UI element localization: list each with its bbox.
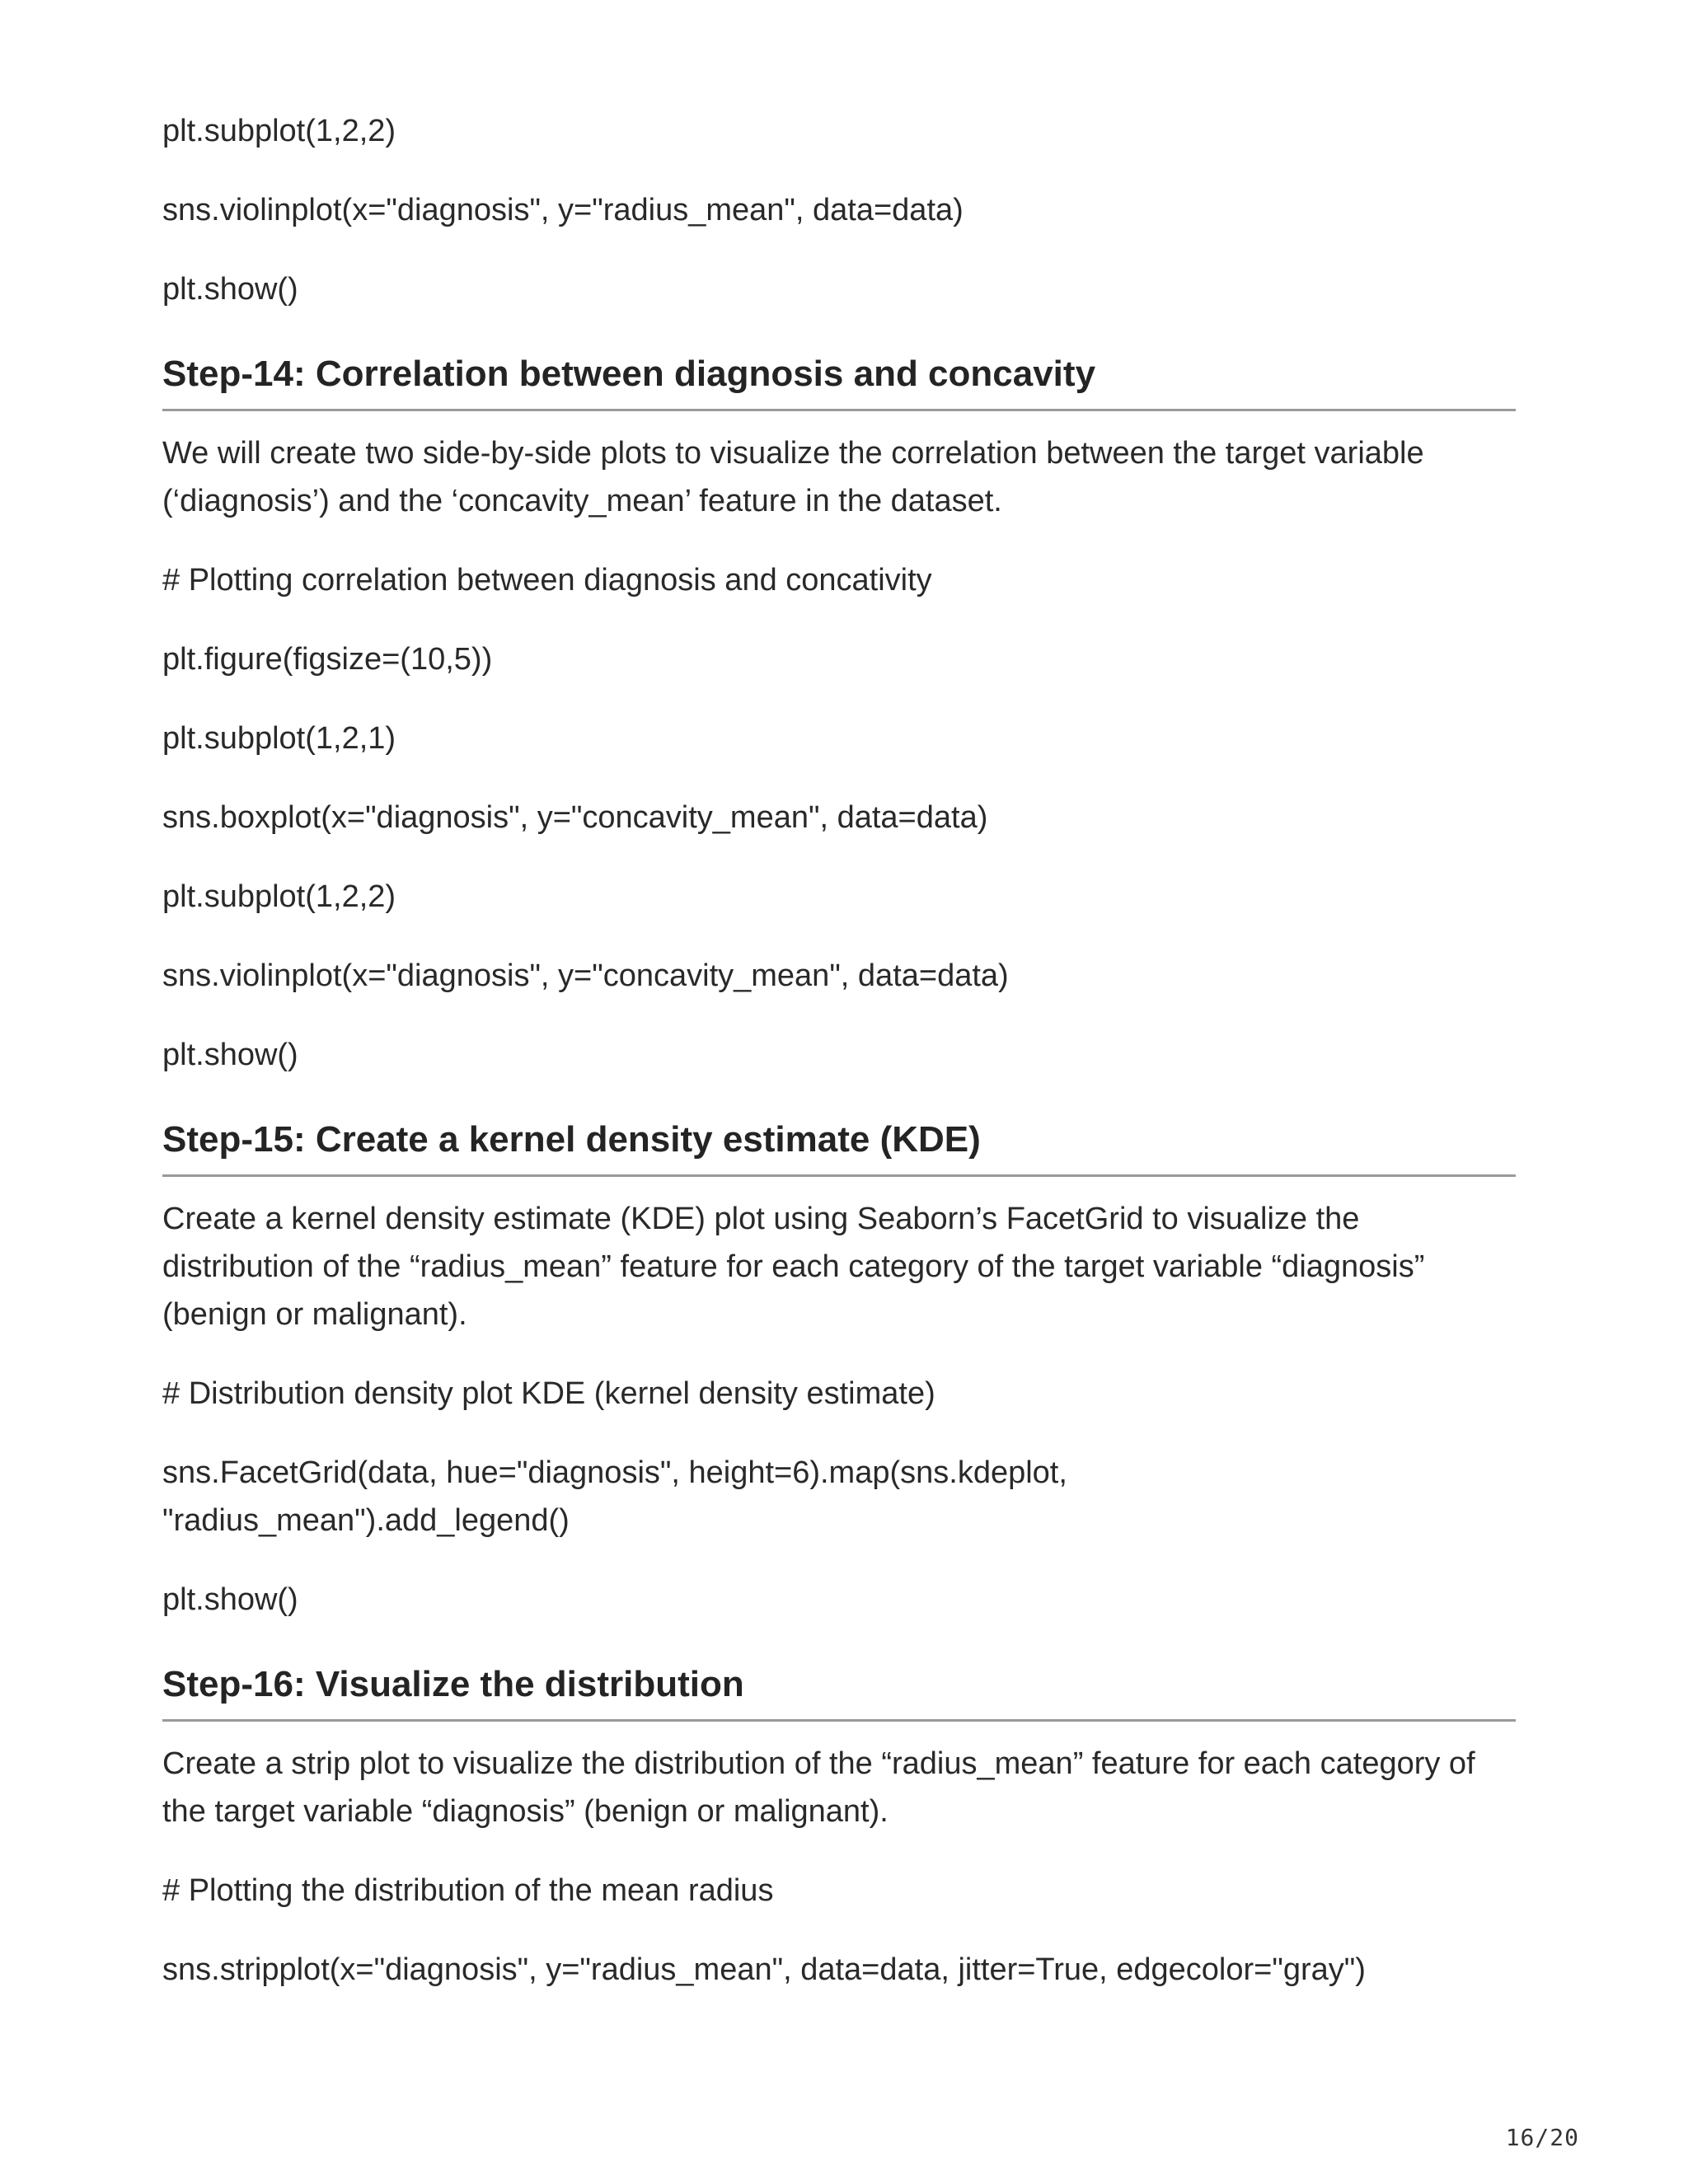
- code-line: sns.violinplot(x="diagnosis", y="concavity_mean", data=data): [162, 958, 1009, 993]
- section-heading-step-14: Step-14: Correlation between diagnosis and concavity: [162, 351, 1516, 411]
- code-line: sns.FacetGrid(data, hue="diagnosis", height=6).map(sns.kdeplot, "radius_mean").add_legend(): [162, 1455, 1067, 1538]
- code-line: plt.show(): [162, 1038, 298, 1072]
- code-comment: # Plotting correlation between diagnosis and concativity: [162, 563, 932, 598]
- code-line: sns.stripplot(x="diagnosis", y="radius_mean", data=data, jitter=True, edgecolor="gray"): [162, 1952, 1366, 1987]
- paragraph: We will create two side-by-side plots to visualize the correlation between the target variable (‘diagnosis’) and the ‘concavity_mean’ feature in the dataset.: [162, 436, 1424, 518]
- code-line: plt.subplot(1,2,2): [162, 114, 396, 148]
- code-line: plt.figure(figsize=(10,5)): [162, 642, 493, 677]
- paragraph: Create a kernel density estimate (KDE) plot using Seaborn’s FacetGrid to visualize the distribution of the “radius_mean” feature for each category of the target variable “diagnosis” (benign or malignant).: [162, 1202, 1425, 1332]
- page-number: 16/20: [1505, 2124, 1579, 2151]
- code-line: plt.subplot(1,2,2): [162, 879, 396, 914]
- code-line: plt.show(): [162, 272, 298, 307]
- code-comment: # Plotting the distribution of the mean radius: [162, 1873, 774, 1908]
- code-line: plt.show(): [162, 1582, 298, 1617]
- code-line: plt.subplot(1,2,1): [162, 721, 396, 756]
- document-body: [162, 107, 1516, 2025]
- section-heading-step-16: Step-16: Visualize the distribution: [162, 1661, 1516, 1722]
- code-line: sns.violinplot(x="diagnosis", y="radius_mean", data=data): [162, 193, 964, 227]
- paragraph: Create a strip plot to visualize the distribution of the “radius_mean” feature for each category of the target variable “diagnosis” (benign or malignant).: [162, 1746, 1475, 1829]
- code-line: sns.boxplot(x="diagnosis", y="concavity_mean", data=data): [162, 800, 988, 835]
- section-heading-step-15: Step-15: Create a kernel density estimate (KDE): [162, 1117, 1516, 1177]
- code-comment: # Distribution density plot KDE (kernel density estimate): [162, 1376, 935, 1411]
